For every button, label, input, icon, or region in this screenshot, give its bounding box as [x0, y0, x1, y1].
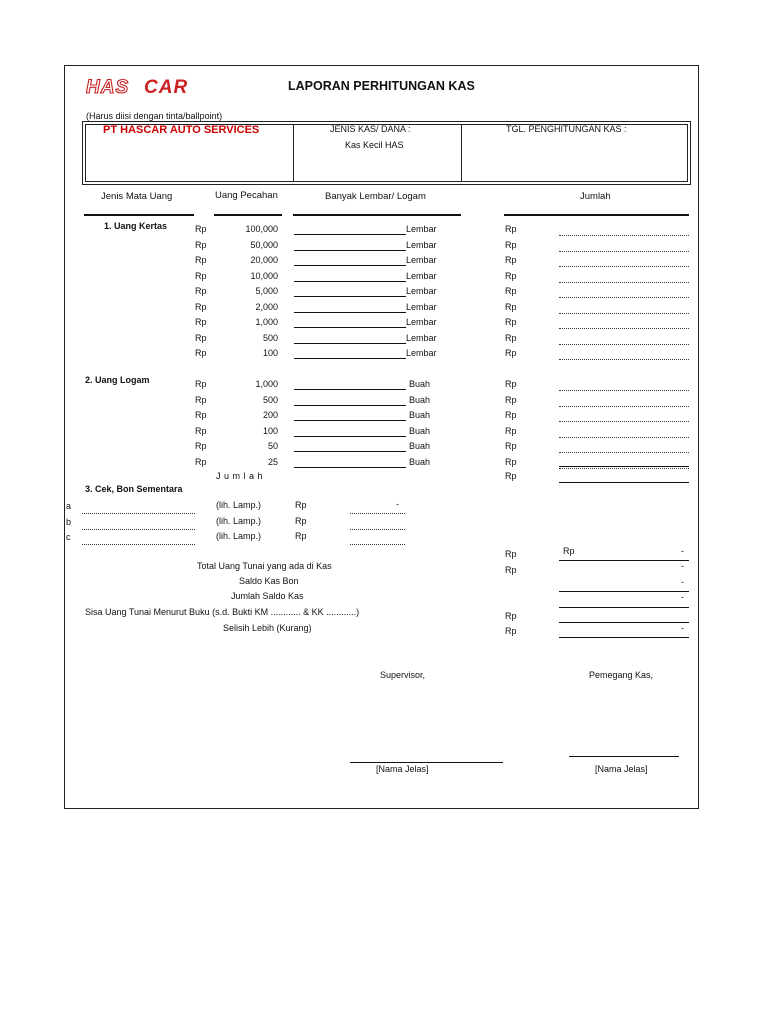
row-count-field[interactable]	[294, 296, 406, 297]
row-count-field[interactable]	[294, 250, 406, 251]
supervisor-signature-line[interactable]	[350, 762, 503, 763]
row-currency: Rp	[195, 379, 207, 389]
row-amount-field[interactable]	[559, 297, 689, 298]
saldo-bon-field[interactable]	[559, 591, 689, 592]
col-pecahan: Uang Pecahan	[215, 190, 278, 201]
sisa-field[interactable]	[559, 622, 689, 623]
cek-row-letter: c	[66, 532, 71, 542]
cek-row-lamp: (lih. Lamp.)	[216, 500, 262, 510]
section-cek-bon: 3. Cek, Bon Sementara	[85, 484, 183, 494]
hascar-logo	[86, 77, 218, 97]
row-amount-field[interactable]	[559, 328, 689, 329]
pemegang-signature-line[interactable]	[569, 756, 679, 757]
row-count-field[interactable]	[294, 312, 406, 313]
summary-top-rule	[559, 560, 689, 561]
pemegang-nama: [Nama Jelas]	[595, 764, 648, 774]
jumlah-rp: Rp	[505, 471, 517, 481]
row-rp: Rp	[505, 239, 517, 250]
saldo-bon-dash: -	[681, 577, 684, 587]
sisa-label: Sisa Uang Tunai Menurut Buku (s.d. Bukti KM ............ & KK ............)	[85, 607, 360, 617]
row-amount-field[interactable]	[559, 313, 689, 314]
row-denomination: 1,000	[255, 379, 278, 389]
row-count-field[interactable]	[294, 420, 406, 421]
row-denomination: 20,000	[250, 255, 278, 265]
jumlah-label: J u m l a h	[216, 471, 264, 481]
row-count-field[interactable]	[294, 405, 406, 406]
row-unit: Buah	[409, 441, 431, 451]
cek-row-value: -	[396, 499, 399, 509]
row-amount-field[interactable]	[559, 251, 689, 252]
row-amount-field[interactable]	[559, 266, 689, 267]
col-banyak: Banyak Lembar/ Logam	[325, 191, 426, 202]
row-rp: Rp	[505, 410, 517, 420]
row-count-field[interactable]	[294, 436, 406, 437]
summary-dash-top: -	[681, 546, 684, 556]
row-rp: Rp	[505, 441, 517, 451]
row-rp: Rp	[505, 394, 517, 405]
row-unit: Buah	[409, 456, 431, 467]
row-denomination: 10,000	[250, 270, 278, 281]
jumlah-saldo-label: Jumlah Saldo Kas	[231, 591, 304, 601]
cek-row-letter: a	[66, 501, 72, 511]
cek-row-amount-field[interactable]	[350, 513, 405, 514]
summary-rp-top: Rp	[505, 549, 517, 559]
row-count-field[interactable]	[294, 358, 406, 359]
row-rp: Rp	[505, 456, 517, 467]
fill-note: (Harus diisi dengan tinta/ballpoint)	[86, 111, 223, 121]
total-label: Total Uang Tunai yang ada di Kas	[197, 561, 332, 571]
selisih-label: Selisih Lebih (Kurang)	[223, 623, 312, 633]
row-rp: Rp	[505, 332, 517, 343]
row-rp: Rp	[505, 425, 517, 436]
saldo-bon-label: Saldo Kas Bon	[239, 576, 299, 586]
row-currency: Rp	[195, 410, 207, 420]
row-count-field[interactable]	[294, 343, 406, 344]
row-unit: Lembar	[406, 286, 437, 296]
row-denomination: 2,000	[255, 301, 278, 312]
row-denomination: 500	[262, 394, 278, 405]
row-denomination: 50	[267, 441, 278, 451]
row-amount-field[interactable]	[559, 452, 689, 453]
sisa-rp: Rp	[505, 611, 517, 621]
row-amount-field[interactable]	[559, 406, 689, 407]
row-currency: Rp	[195, 301, 207, 312]
row-currency: Rp	[195, 317, 207, 327]
jumlah-top-rule	[559, 466, 689, 467]
row-amount-field[interactable]	[559, 359, 689, 360]
row-rp: Rp	[505, 317, 517, 327]
row-amount-field[interactable]	[559, 344, 689, 345]
row-amount-field[interactable]	[559, 282, 689, 283]
row-amount-field[interactable]	[559, 421, 689, 422]
col-jenis: Jenis Mata Uang	[101, 191, 173, 202]
tgl-label: TGL. PENGHITUNGAN KAS :	[506, 124, 627, 134]
row-currency: Rp	[195, 348, 207, 358]
row-count-field[interactable]	[294, 467, 406, 468]
row-unit: Buah	[409, 394, 431, 405]
jumlah-saldo-dash: -	[681, 592, 684, 602]
row-denomination: 25	[267, 456, 278, 467]
row-unit: Lembar	[406, 270, 437, 281]
row-currency: Rp	[195, 425, 207, 436]
row-currency: Rp	[195, 255, 207, 265]
row-count-field[interactable]	[294, 389, 406, 390]
col-jenis-rule	[84, 214, 194, 216]
row-count-field[interactable]	[294, 327, 406, 328]
row-unit: Buah	[409, 410, 431, 420]
cek-row-rp: Rp	[295, 500, 307, 510]
cek-row-amount-field[interactable]	[350, 529, 405, 530]
header-divider-2	[461, 124, 462, 182]
row-unit: Lembar	[406, 348, 437, 358]
row-denomination: 5,000	[255, 286, 278, 296]
row-currency: Rp	[195, 270, 207, 281]
section-uang-logam: 2. Uang Logam	[85, 375, 150, 385]
supervisor-label: Supervisor,	[380, 670, 426, 680]
row-count-field[interactable]	[294, 234, 406, 235]
total-dash: -	[681, 561, 684, 571]
selisih-rp: Rp	[505, 626, 517, 636]
selisih-dash: -	[681, 623, 684, 633]
logo-text-car: CAR	[144, 77, 189, 97]
row-rp: Rp	[505, 286, 517, 296]
row-count-field[interactable]	[294, 281, 406, 282]
row-amount-field[interactable]	[559, 390, 689, 391]
jenis-kas-value: Kas Kecil HAS	[345, 140, 404, 150]
summary-rp-inner: Rp	[563, 546, 575, 556]
cek-row-rp: Rp	[295, 531, 307, 541]
cek-row-amount-field[interactable]	[350, 544, 405, 545]
row-currency: Rp	[195, 441, 207, 451]
row-unit: Lembar	[406, 301, 437, 312]
row-unit: Lembar	[406, 255, 437, 265]
row-unit: Lembar	[406, 332, 437, 343]
row-count-field[interactable]	[294, 451, 406, 452]
row-denomination: 200	[262, 410, 278, 420]
row-rp: Rp	[505, 301, 517, 312]
cek-row-rp: Rp	[295, 515, 307, 526]
row-denomination: 100	[262, 348, 278, 358]
row-denomination: 500	[262, 332, 278, 343]
row-denomination: 50,000	[250, 239, 278, 250]
hascar-logo-icon	[86, 77, 218, 97]
cek-row-desc-field[interactable]	[82, 529, 195, 530]
row-currency: Rp	[195, 239, 207, 250]
col-banyak-rule	[293, 214, 461, 216]
section-uang-kertas: 1. Uang Kertas	[104, 221, 168, 231]
col-jumlah-rule	[504, 214, 689, 216]
row-denomination: 1,000	[255, 317, 278, 327]
pemegang-label: Pemegang Kas,	[589, 670, 654, 680]
cek-row-desc-field[interactable]	[82, 544, 195, 545]
cek-row-lamp: (lih. Lamp.)	[216, 515, 262, 526]
row-currency: Rp	[195, 332, 207, 343]
row-denomination: 100,000	[245, 224, 278, 234]
row-currency: Rp	[195, 394, 207, 405]
row-amount-field[interactable]	[559, 468, 689, 469]
logo-text-has: HAS	[86, 77, 130, 97]
jumlah-field[interactable]	[559, 482, 689, 483]
row-rp: Rp	[505, 270, 517, 281]
selisih-field[interactable]	[559, 637, 689, 638]
row-unit: Lembar	[406, 224, 437, 234]
row-amount-field[interactable]	[559, 235, 689, 236]
row-unit: Lembar	[406, 317, 437, 327]
row-rp: Rp	[505, 379, 517, 389]
jenis-kas-label: JENIS KAS/ DANA :	[330, 124, 411, 134]
cek-row-lamp: (lih. Lamp.)	[216, 531, 262, 541]
company-name: PT HASCAR AUTO SERVICES	[103, 124, 260, 136]
total-rp: Rp	[505, 565, 517, 575]
row-unit: Buah	[409, 425, 431, 436]
row-currency: Rp	[195, 224, 207, 234]
col-jumlah: Jumlah	[580, 191, 611, 202]
row-denomination: 100	[262, 425, 278, 436]
row-currency: Rp	[195, 456, 207, 467]
header-divider-1	[293, 124, 294, 182]
cek-row-letter: b	[66, 516, 72, 527]
row-unit: Lembar	[406, 239, 437, 250]
cek-row-desc-field[interactable]	[82, 513, 195, 514]
row-unit: Buah	[409, 379, 431, 389]
row-rp: Rp	[505, 348, 517, 358]
jumlah-saldo-field[interactable]	[559, 607, 689, 608]
row-rp: Rp	[505, 224, 517, 234]
supervisor-nama: [Nama Jelas]	[376, 764, 429, 774]
page-title: LAPORAN PERHITUNGAN KAS	[288, 79, 475, 93]
row-amount-field[interactable]	[559, 437, 689, 438]
row-count-field[interactable]	[294, 265, 406, 266]
row-currency: Rp	[195, 286, 207, 296]
row-rp: Rp	[505, 255, 517, 265]
col-pecahan-rule	[214, 214, 282, 216]
